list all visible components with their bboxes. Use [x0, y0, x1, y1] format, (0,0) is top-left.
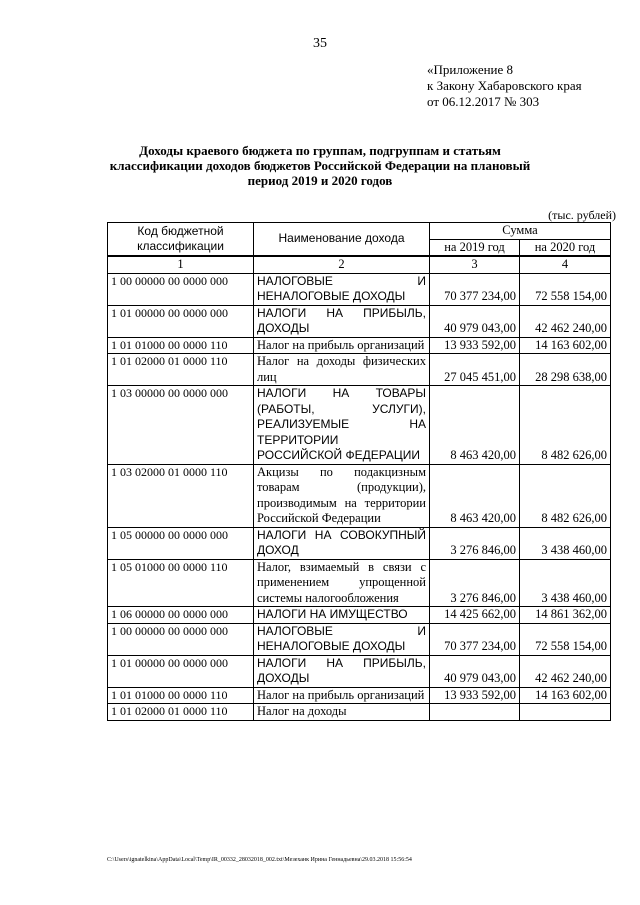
row-amount-2020: 42 462 240,00 [520, 305, 611, 337]
row-amount-2019: 3 276 846,00 [430, 559, 520, 607]
row-amount-2019: 40 979 043,00 [430, 655, 520, 687]
row-amount-2019: 8 463 420,00 [430, 464, 520, 527]
row-amount-2019: 14 425 662,00 [430, 607, 520, 624]
header-name: Наименование дохода [254, 223, 430, 257]
row-amount-2019: 70 377 234,00 [430, 273, 520, 305]
table-row [108, 623, 611, 655]
row-amount-2020: 3 438 460,00 [520, 559, 611, 607]
header-sum: Сумма [430, 223, 611, 240]
row-name: НАЛОГИ НА ТОВАРЫ (РАБОТЫ, УСЛУГИ), РЕАЛИЗУЕМЫЕ НА ТЕРРИТОРИИ РОССИЙСКОЙ ФЕДЕРАЦИИ [254, 386, 430, 465]
header-year-2020: на 2020 год [520, 239, 611, 256]
units-label: (тыс. рублей) [548, 208, 616, 222]
row-code: 1 06 00000 00 0000 000 [108, 607, 254, 624]
row-amount-2019: 27 045 451,00 [430, 354, 520, 386]
header-code: Код бюджетной классификации [108, 223, 254, 257]
row-name: НАЛОГИ НА ИМУЩЕСТВО [254, 607, 430, 624]
row-code: 1 00 00000 00 0000 000 [108, 273, 254, 305]
row-code: 1 01 02000 01 0000 110 [108, 354, 254, 386]
row-amount-2019: 70 377 234,00 [430, 623, 520, 655]
table-row [108, 655, 611, 687]
appendix-line: от 06.12.2017 № 303 [427, 94, 540, 109]
row-amount-2019: 3 276 846,00 [430, 527, 520, 559]
row-amount-2020: 28 298 638,00 [520, 354, 611, 386]
row-name: Налог на прибыль организаций [254, 687, 430, 704]
table-row [108, 337, 611, 354]
row-amount-2019: 8 463 420,00 [430, 386, 520, 465]
document-title: Доходы краевого бюджета по группам, подгруппам и статьям классификации доходов бюджетов Российской Федерации на плановый период 2019 и 2020 годов [109, 143, 531, 188]
row-amount-2020 [520, 704, 611, 721]
row-name: Налог, взимаемый в связи с применением упрощенной системы налогообложения [254, 559, 430, 607]
row-code: 1 01 01000 00 0000 110 [108, 687, 254, 704]
table-row [108, 386, 611, 465]
row-amount-2019 [430, 704, 520, 721]
row-name: Налог на доходы физических лиц [254, 354, 430, 386]
row-name: НАЛОГОВЫЕ И НЕНАЛОГОВЫЕ ДОХОДЫ [254, 623, 430, 655]
appendix-line: «Приложение 8 [427, 62, 514, 77]
header-year-2019: на 2019 год [430, 239, 520, 256]
row-amount-2019: 13 933 592,00 [430, 687, 520, 704]
row-code: 1 03 00000 00 0000 000 [108, 386, 254, 465]
row-amount-2020: 42 462 240,00 [520, 655, 611, 687]
column-number: 2 [254, 256, 430, 273]
column-number: 1 [108, 256, 254, 273]
row-amount-2019: 13 933 592,00 [430, 337, 520, 354]
row-code: 1 00 00000 00 0000 000 [108, 623, 254, 655]
appendix-reference [427, 62, 582, 110]
table-row [108, 354, 611, 386]
table-row [108, 607, 611, 624]
table-row [108, 559, 611, 607]
row-amount-2020: 3 438 460,00 [520, 527, 611, 559]
page-number: 35 [313, 36, 327, 51]
row-amount-2020: 14 861 362,00 [520, 607, 611, 624]
table-row [108, 687, 611, 704]
table-row [108, 527, 611, 559]
row-amount-2020: 72 558 154,00 [520, 623, 611, 655]
row-code: 1 03 02000 01 0000 110 [108, 464, 254, 527]
table-row [108, 273, 611, 305]
row-name: Акцизы по подакцизным товарам (продукции), производимым на территории Российской Федерации [254, 464, 430, 527]
table-row [108, 464, 611, 527]
column-number: 3 [430, 256, 520, 273]
table-row [108, 305, 611, 337]
row-code: 1 01 02000 01 0000 110 [108, 704, 254, 721]
row-code: 1 05 01000 00 0000 110 [108, 559, 254, 607]
row-amount-2020: 8 482 626,00 [520, 464, 611, 527]
row-amount-2019: 40 979 043,00 [430, 305, 520, 337]
row-amount-2020: 8 482 626,00 [520, 386, 611, 465]
column-number: 4 [520, 256, 611, 273]
appendix-line: к Закону Хабаровского края [427, 78, 582, 93]
table-row [108, 704, 611, 721]
row-name: НАЛОГИ НА ПРИБЫЛЬ, ДОХОДЫ [254, 655, 430, 687]
row-name: НАЛОГИ НА СОВОКУПНЫЙ ДОХОД [254, 527, 430, 559]
row-code: 1 01 01000 00 0000 110 [108, 337, 254, 354]
row-name: НАЛОГИ НА ПРИБЫЛЬ, ДОХОДЫ [254, 305, 430, 337]
row-code: 1 01 00000 00 0000 000 [108, 655, 254, 687]
row-code: 1 05 00000 00 0000 000 [108, 527, 254, 559]
file-path-footer: C:\Users\ignatelkina\AppData\Local\Temp\IR_00332_28032018_002.txt\Мезеханк Ирина Геннадьевна\29.03.2018 15:56:54 [107, 857, 412, 863]
row-name: Налог на прибыль организаций [254, 337, 430, 354]
row-name: НАЛОГОВЫЕ И НЕНАЛОГОВЫЕ ДОХОДЫ [254, 273, 430, 305]
row-name: Налог на доходы [254, 704, 430, 721]
row-amount-2020: 14 163 602,00 [520, 687, 611, 704]
row-amount-2020: 14 163 602,00 [520, 337, 611, 354]
row-amount-2020: 72 558 154,00 [520, 273, 611, 305]
budget-table [107, 222, 611, 721]
row-code: 1 01 00000 00 0000 000 [108, 305, 254, 337]
